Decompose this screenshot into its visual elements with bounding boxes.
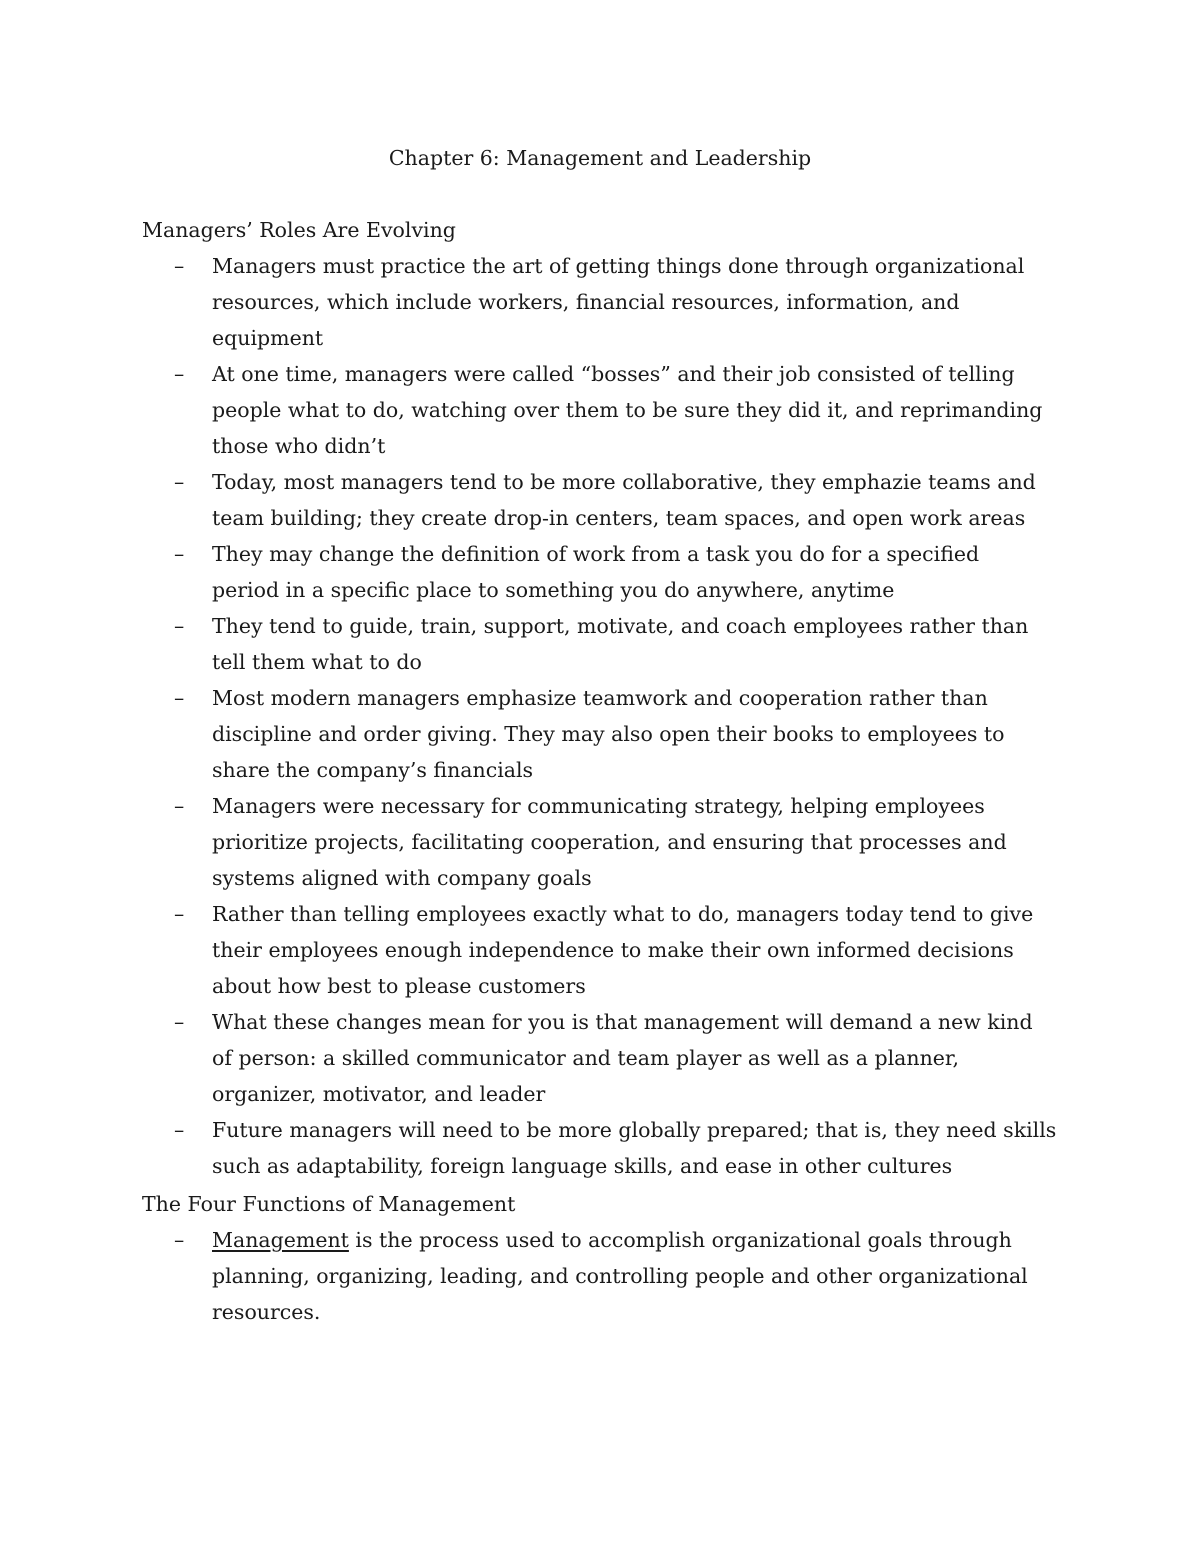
dash-bullet: – <box>174 794 185 818</box>
bullet-text-line: Rather than telling employees exactly what to do, managers today tend to give <box>212 902 1034 926</box>
list-item <box>142 896 1072 1004</box>
bullet-text-line: Managers must practice the art of getting things done through organizational <box>212 254 1025 278</box>
dash-bullet: – <box>174 1118 185 1142</box>
list-item <box>142 680 1072 788</box>
bullet-text-line: What these changes mean for you is that management will demand a new kind <box>212 1010 1033 1034</box>
list-item <box>142 356 1072 464</box>
bullet-text-line: discipline and order giving. They may also open their books to employees to <box>212 722 1005 746</box>
bullet-text-line: about how best to please customers <box>212 974 586 998</box>
list-item <box>142 788 1072 896</box>
bullet-text-line: Today, most managers tend to be more collaborative, they emphazie teams and <box>212 470 1036 494</box>
dash-bullet: – <box>174 686 185 710</box>
bullet-text-line: organizer, motivator, and leader <box>212 1082 546 1106</box>
dash-bullet: – <box>174 470 185 494</box>
bullet-text-line: At one time, managers were called “bosses” and their job consisted of telling <box>212 362 1015 386</box>
section-heading: The Four Functions of Management <box>142 1192 516 1216</box>
dash-bullet: – <box>174 542 185 566</box>
dash-bullet: – <box>174 362 185 386</box>
dash-bullet: – <box>174 902 185 926</box>
bullet-text-line: equipment <box>212 326 324 350</box>
bullet-text-line: of person: a skilled communicator and team player as well as a planner, <box>212 1046 959 1070</box>
bullet-text-line: period in a specific place to something you do anywhere, anytime <box>212 578 895 602</box>
list-item <box>142 608 1072 680</box>
list-item <box>142 248 1072 356</box>
dash-bullet: – <box>174 1228 185 1252</box>
section-managers-roles <box>142 212 1072 1184</box>
bullet-text-line: team building; they create drop-in centers, team spaces, and open work areas <box>212 506 1026 530</box>
bullet-text-line: Future managers will need to be more globally prepared; that is, they need skills <box>212 1118 1057 1142</box>
list-item <box>142 1112 1072 1184</box>
bullet-text-line: They tend to guide, train, support, motivate, and coach employees rather than <box>212 614 1029 638</box>
bullet-text-line: They may change the definition of work from a task you do for a specified <box>212 542 980 566</box>
bullet-text-line: planning, organizing, leading, and controlling people and other organizational <box>212 1264 1028 1288</box>
bullet-list <box>142 1222 1072 1330</box>
dash-bullet: – <box>174 254 185 278</box>
bullet-text-line: resources, which include workers, financial resources, information, and <box>212 290 960 314</box>
defined-term: Management <box>212 1228 349 1252</box>
page-title: Chapter 6: Management and Leadership <box>388 146 812 170</box>
section-heading: Managers’ Roles Are Evolving <box>142 218 456 242</box>
list-item <box>142 464 1072 536</box>
dash-bullet: – <box>174 614 185 638</box>
bullet-text-line: is the process used to accomplish organizational goals through <box>348 1228 1012 1252</box>
bullet-text-line: resources. <box>212 1300 321 1324</box>
list-item <box>142 1222 1072 1330</box>
bullet-text-line: systems aligned with company goals <box>212 866 592 890</box>
bullet-text-line: Managers were necessary for communicating strategy, helping employees <box>212 794 985 818</box>
bullet-text-line: prioritize projects, facilitating cooperation, and ensuring that processes and <box>212 830 1007 854</box>
list-item <box>142 536 1072 608</box>
bullet-text-line: their employees enough independence to make their own informed decisions <box>212 938 1014 962</box>
bullet-text-line: people what to do, watching over them to be sure they did it, and reprimanding <box>212 398 1043 422</box>
bullet-text-line: share the company’s financials <box>212 758 534 782</box>
section-four-functions <box>142 1186 1072 1330</box>
list-item <box>142 1004 1072 1112</box>
bullet-text-line: Most modern managers emphasize teamwork and cooperation rather than <box>212 686 988 710</box>
bullet-text-line: tell them what to do <box>212 650 422 674</box>
bullet-list <box>142 248 1072 1184</box>
dash-bullet: – <box>174 1010 185 1034</box>
bullet-text-line: those who didn’t <box>212 434 386 458</box>
bullet-text-line: such as adaptability, foreign language skills, and ease in other cultures <box>212 1154 953 1178</box>
